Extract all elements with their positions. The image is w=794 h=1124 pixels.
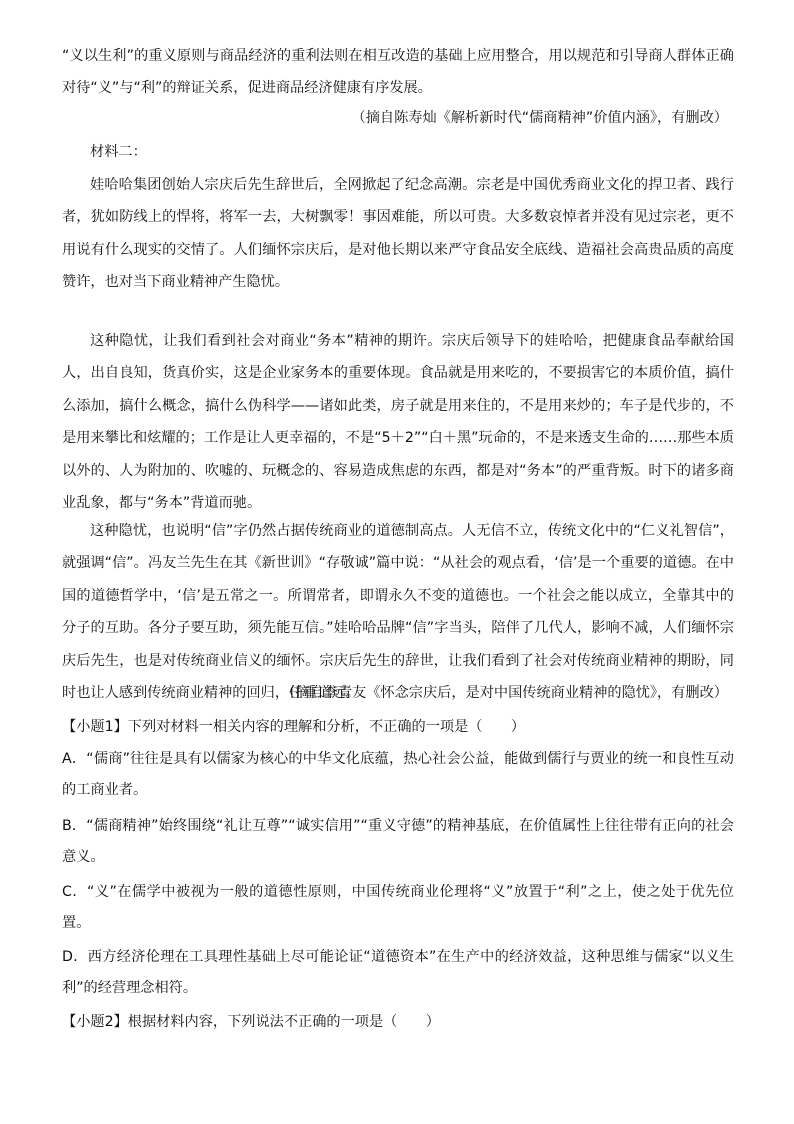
question1-option-d: D．西方经济伦理在工具理性基础上尽可能论证“道德资本”在生产中的经济效益，这种思维与儒家“以义生利”的经营理念相符。 — [62, 949, 734, 996]
material2-paragraph-1: 娃哈哈集团创始人宗庆后先生辞世后，全网掀起了纪念高潮。宗老是中国优秀商业文化的捍卫者、践行者，犹如防线上的悍将，将军一去，大树飘零！事因难能，所以可贵。大多数哀悼者并没有见过宗老，更不用说有什么现实的交情了。人们缅怀宗庆后，是对他长期以来严守食品安全底线、造福社会高贵品质的高度赞许，也对当下商业精神产生隐忧。 — [62, 177, 734, 291]
material2-paragraph-3: 这种隐忧，也说明“信”字仍然占据传统商业的道德制高点。人无信不立，传统文化中的“仁义礼智信”，就强调“信”。冯友兰先生在其《新世训》“存敬诚”篇中说：“从社会的观点看，‘信’是一个重要的道德。在中国的道德哲学中，‘信’是五常之一。所谓常者，即谓永久不变的道德也。一个社会之能以成立，全靠其中的分子的互助。各分子要互助，须先能互信。”娃哈哈品牌“信”字当头，陪伴了几代人，影响不减，人们缅怀宗庆后先生，也是对传统商业信义的缅怀。宗庆后先生的辞世，让我们看到了社会对传统商业精神的期盼，同时也让人感到传统商业精神的回归，任重道远。 — [62, 523, 734, 702]
question1-option-a: A．“儒商”往往是具有以儒家为核心的中华文化底蕴，热心社会公益，能做到儒行与贾业的统一和良性互动的工商业者。 — [62, 751, 734, 798]
question1-option-b: B．“儒商精神”始终围绕“礼让互尊”“诚实信用”“重义守德”的精神基底，在价值属性上往往带有正向的社会意义。 — [62, 818, 734, 865]
question1-option-c: C．“义”在儒学中被视为一般的道德性原则，中国传统商业伦理将“义”放置于“利”之上，使之处于优先位置。 — [62, 884, 734, 931]
material1-source: （摘自陈寿灿《解析新时代“儒商精神”价值内涵》，有删改） — [351, 110, 728, 126]
material2-paragraph-2: 这种隐忧，让我们看到社会对商业“务本”精神的期许。宗庆后领导下的娃哈哈，把健康食品奉献给国人，出自良知，货真价实，这是企业家务本的重要体现。食品就是用来吃的，不要损害它的本质价值，搞什么添加，搞什么概念，搞什么伪科学——诸如此类，房子就是用来住的，不是用来炒的；车子是代步的，不是用来攀比和炫耀的；工作是让人更幸福的，不是“5＋2”“白＋黑”玩命的，不是来透支生命的……那些本质以外的、人为附加的、吹嘘的、玩概念的、容易造成焦虑的东西，都是对“务本”的严重背叛。时下的诸多商业乱象，都与“务本”背道而驰。 — [62, 333, 734, 512]
question1-stem: 【小题1】下列对材料一相关内容的理解和分析，不正确的一项是（ ） — [62, 719, 526, 735]
material1-paragraph-tail: “义以生利”的重义原则与商品经济的重利法则在相互改造的基础上应用整合，用以规范和引导商人群体正确对待“义”与“利”的辩证关系，促进商品经济健康有序发展。 — [62, 48, 734, 97]
material2-label: 材料二： — [90, 144, 147, 160]
material2-source: （摘自李青友《怀念宗庆后，是对中国传统商业精神的隐忧》，有删改） — [281, 685, 728, 701]
question2-stem: 【小题2】根据材料内容，下列说法不正确的一项是（ ） — [62, 1014, 440, 1030]
